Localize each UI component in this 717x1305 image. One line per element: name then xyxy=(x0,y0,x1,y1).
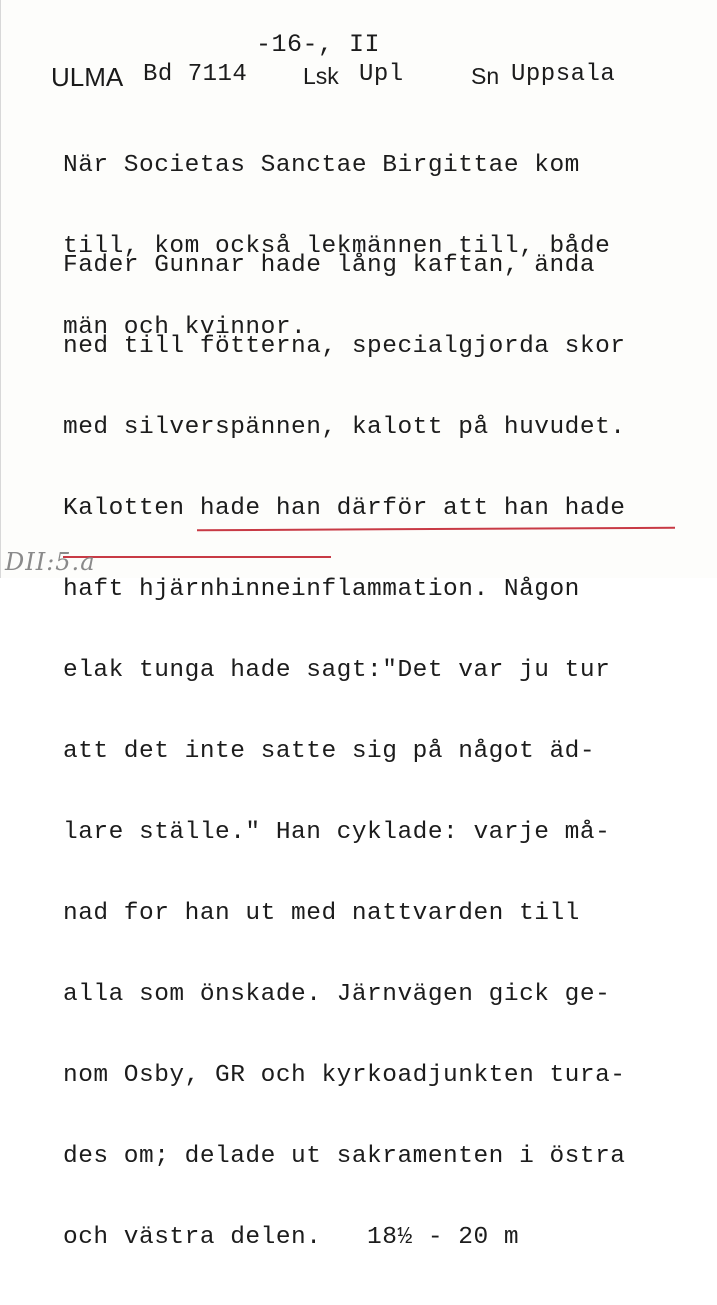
text-line: ned till fötterna, specialgjorda skor xyxy=(63,333,626,360)
text-line: alla som önskade. Järnvägen gick ge- xyxy=(63,981,611,1008)
page-number: -16-, II xyxy=(256,30,381,59)
text-line: lare ställe." Han cyklade: varje må- xyxy=(63,819,611,846)
red-underline-2 xyxy=(63,556,331,558)
text-line: des om; delade ut sakramenten i östra xyxy=(63,1143,626,1170)
text-line: med silverspännen, kalott på huvudet. xyxy=(63,414,626,441)
archive-label: ULMA xyxy=(51,62,124,92)
volume-number: Bd 7114 xyxy=(143,61,248,88)
paragraph-2 xyxy=(63,198,626,1305)
landskap-label: Lsk xyxy=(303,63,339,89)
text-line: Kalotten hade han därför att han hade xyxy=(63,495,626,522)
text-line: och västra delen. 18½ - 20 m xyxy=(63,1224,520,1251)
text-line: män och kvinnor. xyxy=(63,314,307,341)
text-line: När Societas Sanctae Birgittae kom xyxy=(63,152,580,179)
text-line: Fader Gunnar hade lång kaftan, ända xyxy=(63,252,596,279)
socken-value: Uppsala xyxy=(511,61,616,88)
text-line: nad for han ut med nattvarden till xyxy=(63,900,580,927)
text-line: att det inte satte sig på något äd- xyxy=(63,738,596,765)
socken-label: Sn xyxy=(471,63,500,89)
text-line: haft hjärnhinneinflammation. Någon xyxy=(63,576,580,603)
text-line: nom Osby, GR och kyrkoadjunkten tura- xyxy=(63,1062,626,1089)
text-line: elak tunga hade sagt:"Det var ju tur xyxy=(63,657,611,684)
text-line: till, kom också lekmännen till, både xyxy=(63,233,611,260)
pencil-annotation: DII:5.a xyxy=(5,548,96,576)
landskap-value: Upl xyxy=(359,61,404,88)
